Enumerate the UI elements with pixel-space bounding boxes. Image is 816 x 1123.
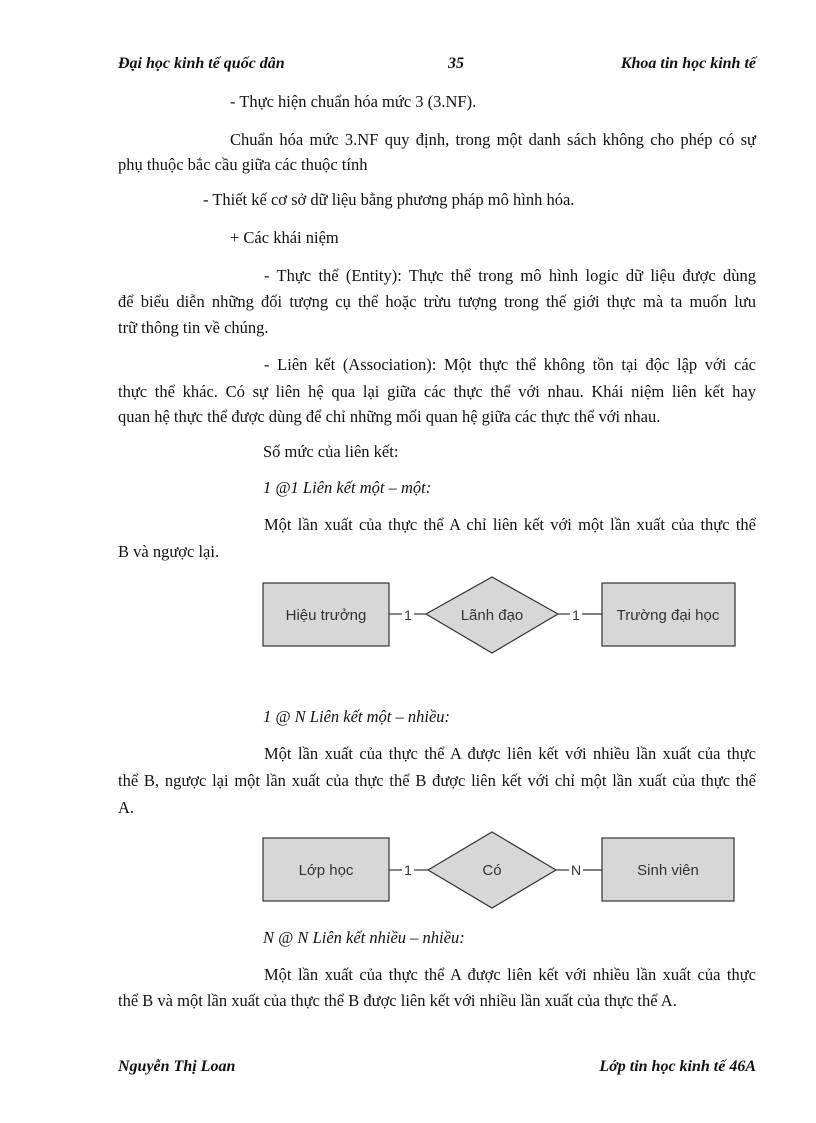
paragraph-line: A. [118, 798, 135, 817]
relationship-label: Lãnh đạo [460, 607, 524, 624]
subheading-many-to-many: N @ N Liên kết nhiều – nhiều: [263, 928, 465, 947]
relationship-label: Có [482, 862, 502, 879]
bullet-design: - Thiết kế cơ sở dữ liệu bằng phương pháp mô hình hóa. [203, 190, 575, 209]
paragraph-line: phụ thuộc bắc cầu giữa các thuộc tính [118, 155, 368, 174]
bullet-3nf: - Thực hiện chuẩn hóa mức 3 (3.NF). [230, 92, 477, 111]
paragraph-line: Một lần xuất của thực thể A được liên kết với nhiều lần xuất của thực [264, 744, 756, 763]
paragraph-line: thể B và một lần xuất của thực thể B được liên kết với nhiều lần xuất của thực thể A. [118, 991, 677, 1010]
entity-label: Lớp học [298, 862, 354, 879]
paragraph-line: để biểu diễn những đối tượng cụ thể hoặc trừu tượng trong thế giới thực mà ta muốn lưu [118, 292, 756, 311]
entity-label: Trường đại học [616, 607, 720, 624]
subheading-concepts: + Các khái niệm [230, 228, 339, 247]
page-number: 35 [448, 55, 464, 72]
paragraph-line: Một lần xuất của thực thể A được liên kết với nhiều lần xuất của thực [264, 965, 756, 984]
paragraph-line: - Thực thể (Entity): Thực thể trong mô hình logic dữ liệu được dùng [264, 266, 756, 285]
paragraph-line: quan hệ thực thể được dùng để chỉ những mối quan hệ giữa các thực thể với nhau. [118, 407, 661, 426]
cardinality-label: 1 [404, 607, 412, 623]
paragraph-line: trữ thông tin về chúng. [118, 318, 269, 337]
entity-label: Hiệu trưởng [285, 607, 367, 624]
subheading-one-to-one: 1 @1 Liên kết một – một: [263, 478, 432, 497]
paragraph-line: Một lần xuất của thực thể A chỉ liên kết với một lần xuất của thực thể [264, 515, 756, 534]
er-diagram-one-to-many [0, 826, 816, 918]
er-diagram-one-to-one [0, 570, 816, 662]
entity-label: Sinh viên [637, 862, 699, 879]
cardinality-label: 1 [404, 862, 412, 878]
paragraph-line: Số mức của liên kết: [263, 442, 399, 461]
paragraph-line: - Liên kết (Association): Một thực thể không tồn tại độc lập với các [264, 355, 756, 374]
cardinality-label: 1 [572, 607, 580, 623]
cardinality-label: N [570, 862, 582, 878]
header-left: Đại học kinh tế quốc dân [118, 55, 285, 72]
paragraph-line: B và ngược lại. [118, 542, 220, 561]
header-right: Khoa tin học kinh tế [620, 55, 756, 72]
footer-class: Lớp tin học kinh tế 46A [599, 1058, 756, 1075]
paragraph-line: Chuẩn hóa mức 3.NF quy định, trong một danh sách không cho phép có sự [230, 130, 756, 149]
paragraph-line: thực thể khác. Có sự liên hệ qua lại giữa các thực thể với nhau. Khái niệm liên kết hay [118, 382, 756, 401]
paragraph-line: thể B, ngược lại một lần xuất của thực thể B được liên kết với chỉ một lần xuất của thực thể [118, 771, 756, 790]
footer-author: Nguyễn Thị Loan [118, 1058, 236, 1075]
subheading-one-to-many: 1 @ N Liên kết một – nhiều: [263, 707, 451, 726]
